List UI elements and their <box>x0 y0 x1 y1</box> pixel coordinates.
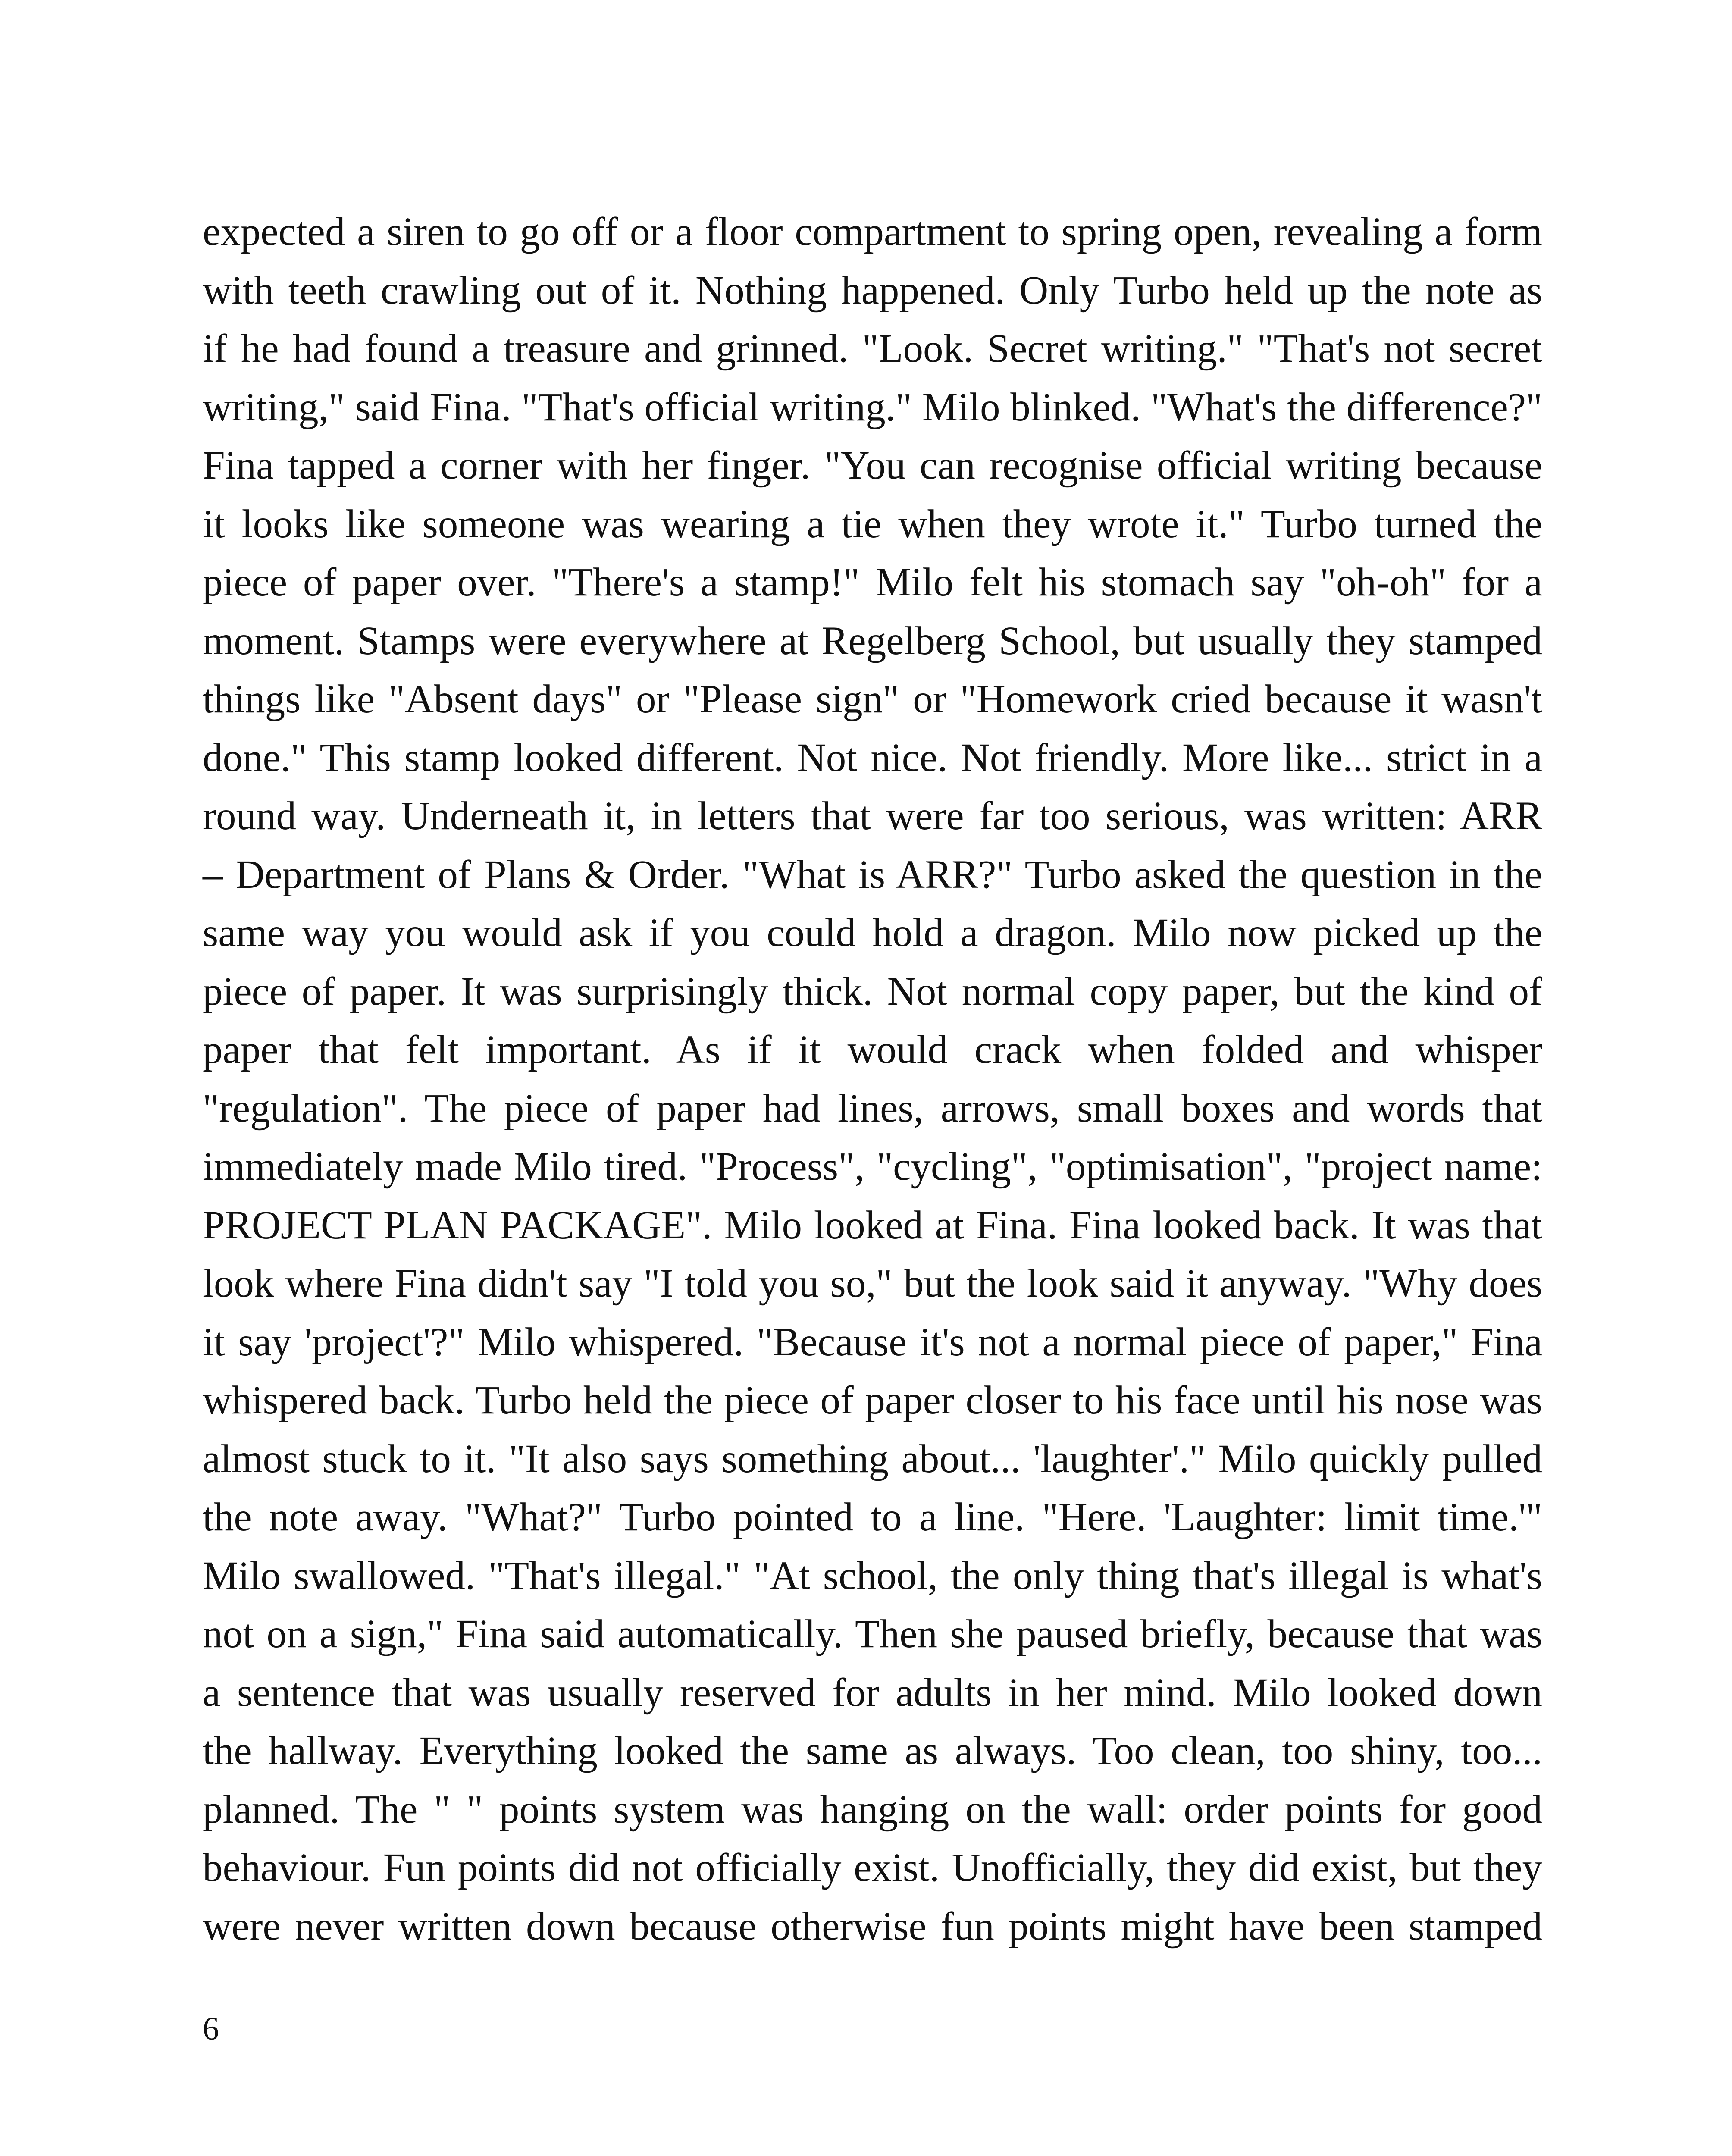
text-line-9: things like "Absent days" or "Please sign" or "Homework cried because it wasn't <box>203 677 1542 721</box>
body-text <box>203 203 1542 1955</box>
text-line-28: planned. The " " points system was hanging on the wall: order points for good <box>203 1787 1542 1832</box>
text-line-26: a sentence that was usually reserved for adults in her mind. Milo looked down <box>203 1670 1542 1715</box>
text-line-6: it looks like someone was wearing a tie when they wrote it." Turbo turned the <box>203 501 1542 546</box>
text-line-30: were never written down because otherwise fun points might have been stamped <box>203 1904 1542 1949</box>
text-line-11: round way. Underneath it, in letters that were far too serious, was written: ARR <box>203 794 1542 838</box>
text-line-22: almost stuck to it. "It also says something about... 'laughter'." Milo quickly pulled <box>203 1436 1542 1481</box>
text-line-24: Milo swallowed. "That's illegal." "At school, the only thing that's illegal is what's <box>203 1553 1542 1598</box>
text-line-3: if he had found a treasure and grinned. "Look. Secret writing." "That's not secret <box>203 326 1542 371</box>
text-line-5: Fina tapped a corner with her finger. "You can recognise official writing because <box>203 443 1542 488</box>
text-line-29: behaviour. Fun points did not officially exist. Unofficially, they did exist, but they <box>203 1846 1542 1890</box>
text-line-18: PROJECT PLAN PACKAGE". Milo looked at Fina. Fina looked back. It was that <box>203 1203 1542 1247</box>
text-line-2: with teeth crawling out of it. Nothing happened. Only Turbo held up the note as <box>203 268 1542 313</box>
text-line-21: whispered back. Turbo held the piece of paper closer to his face until his nose was <box>203 1378 1542 1423</box>
text-line-12: – Department of Plans & Order. "What is ARR?" Turbo asked the question in the <box>203 852 1542 897</box>
text-line-20: it say 'project'?" Milo whispered. "Because it's not a normal piece of paper," Fina <box>203 1319 1542 1364</box>
text-line-1: expected a siren to go off or a floor compartment to spring open, revealing a form <box>203 210 1542 254</box>
text-line-23: the note away. "What?" Turbo pointed to a line. "Here. 'Laughter: limit time.'" <box>203 1495 1542 1539</box>
text-line-15: paper that felt important. As if it would crack when folded and whisper <box>203 1028 1542 1072</box>
text-line-25: not on a sign," Fina said automatically. Then she paused briefly, because that was <box>203 1612 1542 1656</box>
text-line-10: done." This stamp looked different. Not nice. Not friendly. More like... strict in a <box>203 735 1542 780</box>
text-line-17: immediately made Milo tired. "Process", "cycling", "optimisation", "project name: <box>203 1144 1542 1189</box>
text-line-14: piece of paper. It was surprisingly thick. Not normal copy paper, but the kind of <box>203 969 1542 1014</box>
text-line-8: moment. Stamps were everywhere at Regelberg School, but usually they stamped <box>203 618 1542 663</box>
page-number: 6 <box>203 2011 219 2047</box>
text-line-27: the hallway. Everything looked the same as always. Too clean, too shiny, too... <box>203 1729 1542 1773</box>
text-line-7: piece of paper over. "There's a stamp!" Milo felt his stomach say "oh-oh" for a <box>203 560 1542 605</box>
text-line-13: same way you would ask if you could hold a dragon. Milo now picked up the <box>203 911 1542 955</box>
text-line-16: "regulation". The piece of paper had lines, arrows, small boxes and words that <box>203 1086 1542 1131</box>
text-line-4: writing," said Fina. "That's official writing." Milo blinked. "What's the difference?" <box>203 385 1542 429</box>
text-line-19: look where Fina didn't say "I told you so," but the look said it anyway. "Why does <box>203 1261 1542 1306</box>
